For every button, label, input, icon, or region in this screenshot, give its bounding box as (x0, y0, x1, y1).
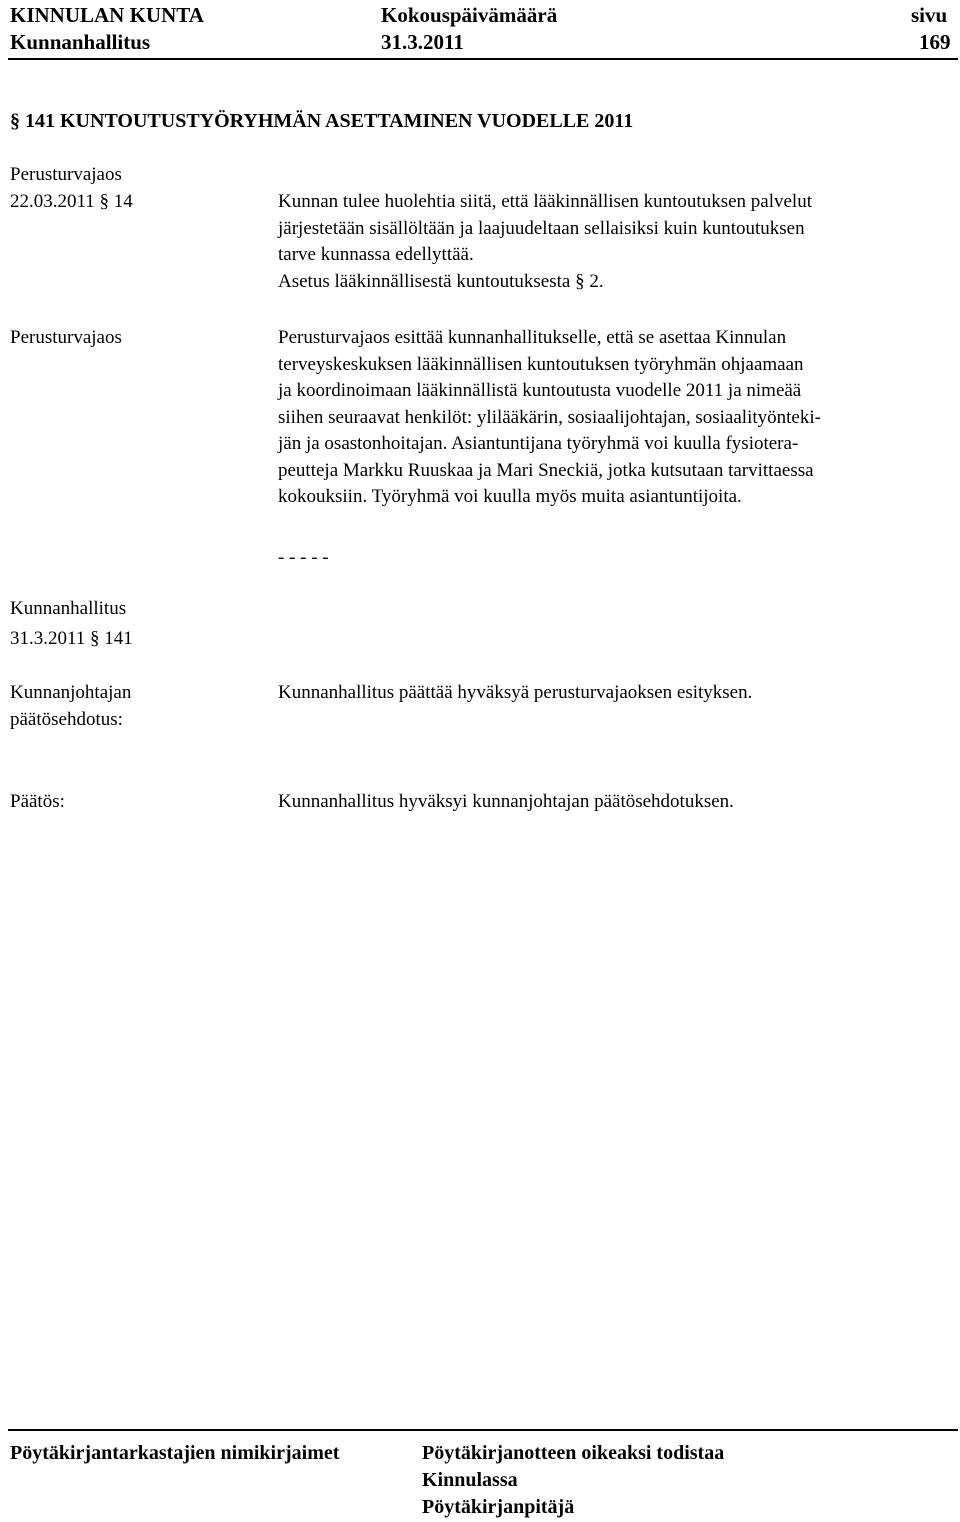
entry2-label: Perusturvajaos (10, 327, 122, 348)
header-rule (8, 58, 958, 60)
entry2-line: peutteja Markku Ruuskaa ja Mari Sneckiä, jotka kutsutaan tarvittaessa (278, 459, 814, 481)
decision-text: Kunnanhallitus hyväksyi kunnanjohtajan päätösehdotuksen. (278, 791, 734, 812)
decision-label: Päätös: (10, 791, 65, 812)
body-name: Kunnanhallitus (10, 30, 151, 54)
page-number: 169 (919, 30, 951, 54)
entry1-line: järjestetään sisällöltään ja laajuudeltaan sellaisiksi kuin kuntoutuksen (278, 217, 805, 239)
entry1-line: Kunnan tulee huolehtia siitä, että lääkinnällisen kuntoutuksen palvelut (278, 191, 812, 212)
page-label: sivu (911, 3, 948, 27)
footer-place: Kinnulassa (422, 1469, 518, 1491)
entry2-line: terveyskeskuksen lääkinnällisen kuntoutuksen työryhmän ohjaamaan (278, 353, 804, 375)
footer-secretary-label: Pöytäkirjanpitäjä (422, 1496, 575, 1518)
entry1-label: Perusturvajaos (10, 164, 122, 185)
entry2-line: siihen seuraavat henkilöt: ylilääkärin, sosiaalijohtajan, sosiaalityönteki- (278, 406, 821, 428)
entry1-line: tarve kunnassa edellyttää. (278, 244, 474, 265)
entry1-text (278, 189, 953, 295)
entry2-line: kokouksiin. Työryhmä voi kuulla myös muita asiantuntijoita. (278, 486, 742, 507)
entry2-line: Perusturvajaos esittää kunnanhallitukselle, että se asettaa Kinnulan (278, 327, 787, 348)
entry1-line: Asetus lääkinnällisestä kuntoutuksesta § 2. (278, 270, 604, 292)
entry2-line: jän ja osastonhoitajan. Asiantuntijana työryhmä voi kuulla fysiotera- (278, 433, 799, 454)
org-name: KINNULAN KUNTA (10, 3, 204, 27)
proposal-label: Kunnanjohtajan (10, 682, 132, 703)
entry2-text (278, 325, 953, 511)
entry1-reference: 22.03.2011 § 14 (10, 191, 133, 212)
proposal-text: Kunnanhallitus päättää hyväksyä perusturvajaoksen esityksen. (278, 682, 753, 703)
section-title: § 141 KUNTOUTUSTYÖRYHMÄN ASETTAMINEN VUODELLE 2011 (10, 110, 634, 132)
footer-rule (8, 1429, 958, 1431)
entry3-reference: 31.3.2011 § 141 (10, 628, 133, 649)
entry3-label: Kunnanhallitus (10, 598, 127, 619)
footer-initials-label: Pöytäkirjantarkastajien nimikirjaimet (10, 1442, 340, 1464)
meeting-date-label: Kokouspäivämäärä (381, 3, 558, 27)
footer-certification-label: Pöytäkirjanotteen oikeaksi todistaa (422, 1442, 725, 1464)
separator: - - - - - (278, 547, 329, 568)
entry2-line: ja koordinoimaan lääkinnällistä kuntoutusta vuodelle 2011 ja nimeää (278, 380, 802, 401)
meeting-date: 31.3.2011 (381, 30, 464, 54)
proposal-label-2: päätösehdotus: (10, 709, 123, 730)
